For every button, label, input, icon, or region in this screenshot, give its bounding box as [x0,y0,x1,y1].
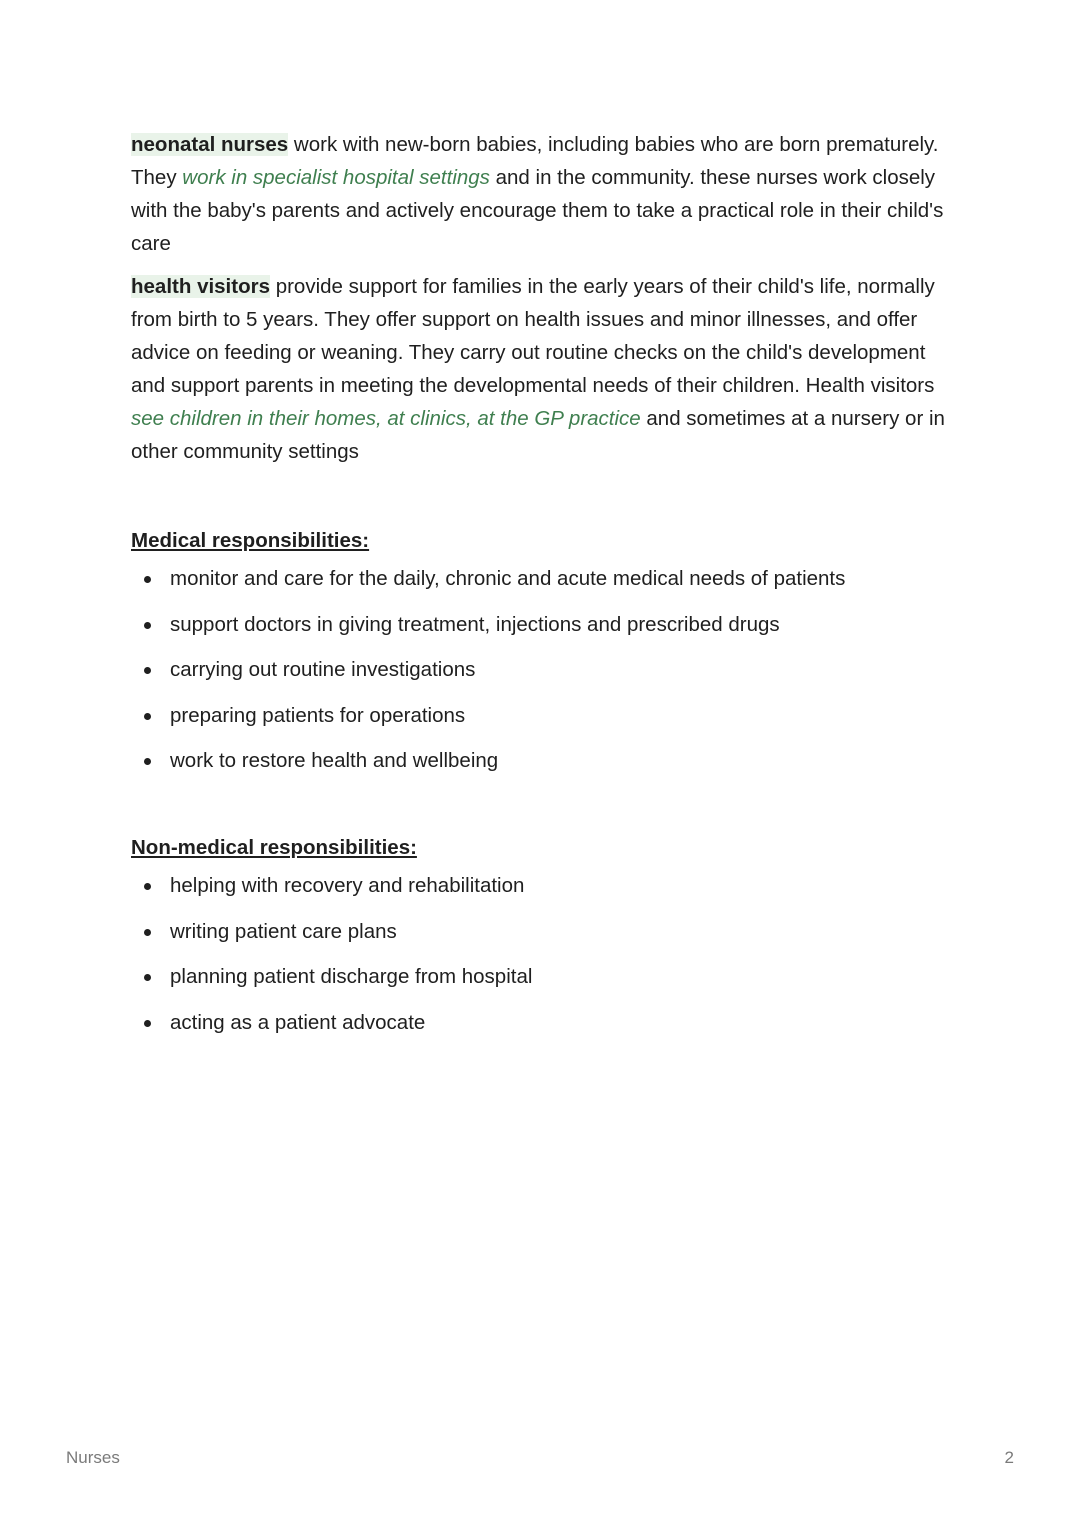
neonatal-text-1: work with new-born babies, including babies who are born prematurely. They [131,133,939,189]
list-item [131,872,951,900]
bullet-icon [144,622,151,629]
list-item-text: support doctors in giving treatment, injections and prescribed drugs [170,612,780,636]
page-number: 2 [1004,1448,1014,1467]
list-item [131,611,951,639]
list-item-text: carrying out routine investigations [170,658,476,681]
footer-title: Nurses [66,1448,120,1467]
document-body [131,128,951,1037]
list-item [131,918,951,946]
list-item-text: preparing patients for operations [170,703,466,727]
non-medical-responsibilities-heading: Non-medical responsibilities: [131,836,417,859]
list-item-text: helping with recovery and rehabilitation [170,874,525,897]
health-visitors-text-1: provide support for families in the early years of their child's life, normally from birth to 5 years. They offer support on health issues and minor illnesses, and offer advice on feeding or weaning. They carry out routine checks on the child's development and support parents in meeting the developmental needs of their children. Health visitors [131,275,935,397]
medical-responsibilities-list [131,565,951,775]
neonatal-nurses-term: neonatal nurses [131,133,289,156]
health-visitors-text-2: and sometimes at a nursery or in other community settings [131,407,945,463]
neonatal-highlight: work in specialist hospital settings [182,166,490,189]
bullet-icon [144,974,151,981]
list-item [131,747,951,775]
bullet-icon [144,713,151,720]
list-item [131,702,951,730]
bullet-icon [144,1020,151,1027]
bullet-icon [144,667,151,674]
list-item-text: acting as a patient advocate [170,1010,426,1034]
list-item-text: work to restore health and wellbeing [170,749,499,772]
list-item [131,963,951,991]
neonatal-nurses-paragraph [131,128,951,260]
list-item [131,565,951,593]
neonatal-text-2: and in the community. these nurses work closely with the baby's parents and actively encourage them to take a practical role in their child's care [131,166,944,255]
list-item-text: writing patient care plans [170,919,397,943]
non-medical-responsibilities-list [131,872,951,1037]
list-item-text: planning patient discharge from hospital [170,965,533,988]
list-item-text: monitor and care for the daily, chronic and acute medical needs of patients [170,567,846,590]
list-item [131,1009,951,1037]
list-item [131,656,951,684]
bullet-icon [144,758,151,765]
bullet-icon [144,883,151,890]
bullet-icon [144,929,151,936]
bullet-icon [144,576,151,583]
health-visitors-paragraph [131,270,951,468]
health-visitors-term: health visitors [131,275,270,298]
medical-responsibilities-heading: Medical responsibilities: [131,529,370,552]
health-visitors-highlight: see children in their homes, at clinics, at the GP practice [131,407,641,430]
